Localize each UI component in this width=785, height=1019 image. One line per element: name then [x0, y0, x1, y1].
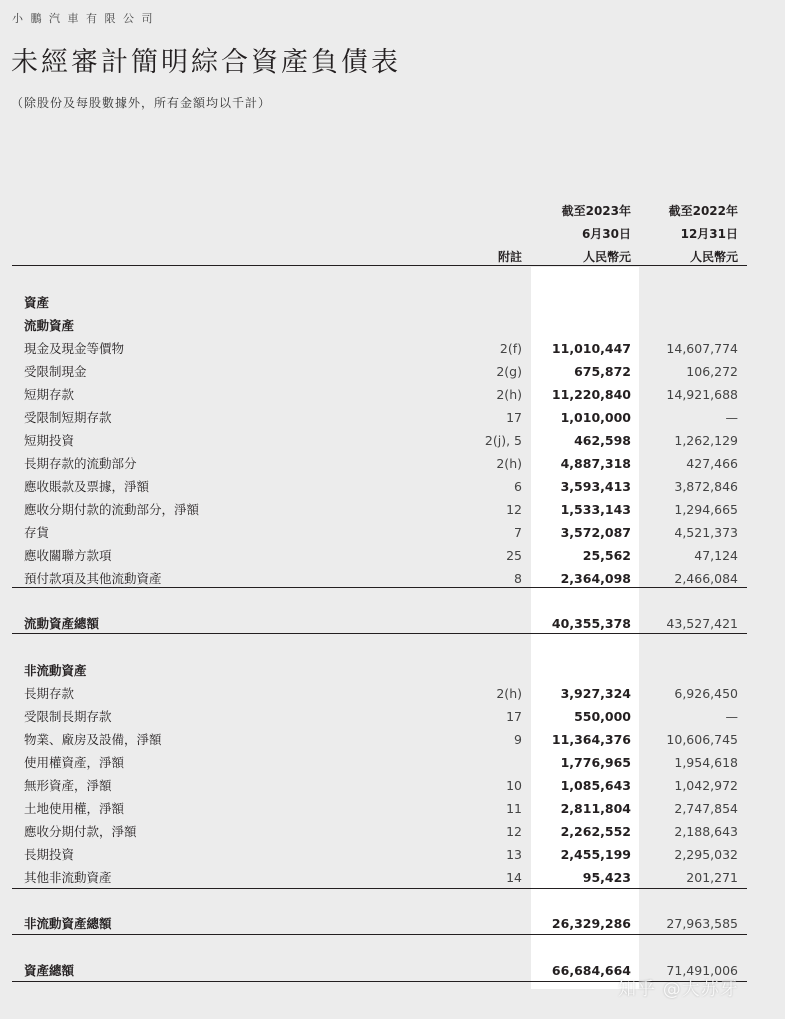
total-current-assets-rule [12, 633, 747, 634]
row-prior-value: 14,921,688 [666, 387, 738, 402]
table-row [0, 338, 785, 360]
row-note: 25 [506, 548, 522, 563]
row-current-value: 3,572,087 [560, 525, 631, 540]
row-note: 2(h) [496, 686, 522, 701]
row-current-value: 1,776,965 [560, 755, 631, 770]
row-prior-value: 427,466 [686, 456, 738, 471]
row-label: 存貨 [24, 525, 50, 540]
row-note: 2(j), 5 [484, 433, 522, 448]
row-current-value: 2,364,098 [560, 571, 631, 586]
row-prior-value: 3,872,846 [674, 479, 738, 494]
row-prior-value: 14,607,774 [666, 341, 738, 356]
row-label: 預付款項及其他流動資產 [24, 571, 162, 586]
current-period-header-date: 6月30日 [581, 227, 631, 241]
table-row [0, 798, 785, 820]
section-heading-current-assets: 流動資產 [24, 318, 75, 333]
row-label: 長期存款 [24, 686, 75, 701]
row-prior-value: 47,124 [694, 548, 738, 563]
row-note: 8 [514, 571, 522, 586]
row-prior-value: 2,747,854 [674, 801, 738, 816]
row-prior-value: 106,272 [686, 364, 738, 379]
row-label: 短期存款 [24, 387, 75, 402]
table-row [0, 821, 785, 843]
table-row [0, 430, 785, 452]
row-note: 14 [506, 870, 522, 885]
row-current-value: 11,010,447 [551, 341, 631, 356]
row-note: 2(g) [496, 364, 522, 379]
row-prior-value: 10,606,745 [666, 732, 738, 747]
row-prior-value: — [725, 709, 738, 724]
row-current-value: 11,220,840 [551, 387, 631, 402]
row-label: 物業、廠房及設備，淨額 [24, 732, 162, 747]
table-row [0, 844, 785, 866]
row-current-value: 1,533,143 [560, 502, 631, 517]
row-label: 應收關聯方款項 [24, 548, 112, 563]
prior-period-header-year: 截至2022年 [668, 204, 738, 218]
header-rule [12, 265, 747, 266]
row-prior-value: 1,294,665 [674, 502, 738, 517]
section-heading-assets: 資產 [24, 295, 50, 310]
row-label: 短期投資 [24, 433, 75, 448]
row-current-value: 2,811,804 [560, 801, 631, 816]
total-assets-label: 資產總額 [24, 963, 75, 978]
row-prior-value: 1,262,129 [674, 433, 738, 448]
non-current-assets-subtotal-rule [12, 888, 747, 889]
row-note: 17 [506, 410, 522, 425]
row-current-value: 1,010,000 [560, 410, 631, 425]
row-prior-value: 2,295,032 [674, 847, 738, 862]
table-row [0, 545, 785, 567]
total-non-current-assets-label: 非流動資產總額 [24, 916, 112, 931]
total-current-assets-row [0, 613, 785, 635]
prior-period-header-unit: 人民幣元 [689, 250, 738, 264]
total-non-current-assets-row [0, 913, 785, 935]
page-title: 未經審計簡明綜合資產負債表 [11, 47, 401, 78]
table-row [0, 706, 785, 728]
row-note: 6 [514, 479, 522, 494]
row-current-value: 2,455,199 [560, 847, 631, 862]
table-row [0, 522, 785, 544]
total-assets-prior: 71,491,006 [666, 963, 738, 978]
row-current-value: 25,562 [582, 548, 631, 563]
table-row [0, 361, 785, 383]
row-prior-value: 6,926,450 [674, 686, 738, 701]
prior-period-header-date: 12月31日 [680, 227, 738, 241]
table-row [0, 683, 785, 705]
row-current-value: 11,364,376 [551, 732, 631, 747]
row-current-value: 675,872 [574, 364, 631, 379]
total-current-assets-current: 40,355,378 [551, 616, 631, 631]
table-row [0, 775, 785, 797]
row-current-value: 3,593,413 [560, 479, 631, 494]
row-prior-value: 1,954,618 [674, 755, 738, 770]
row-prior-value: 4,521,373 [674, 525, 738, 540]
current-period-header-unit: 人民幣元 [582, 250, 631, 264]
table-row [0, 384, 785, 406]
company-name: 小 鵬 汽 車 有 限 公 司 [12, 12, 155, 25]
row-label: 使用權資產，淨額 [24, 755, 125, 770]
row-note: 9 [514, 732, 522, 747]
table-row [0, 752, 785, 774]
row-note: 2(h) [496, 387, 522, 402]
total-non-current-assets-current: 26,329,286 [551, 916, 631, 931]
note-column-header: 附註 [497, 250, 522, 264]
row-current-value: 4,887,318 [560, 456, 631, 471]
table-row [0, 499, 785, 521]
row-label: 土地使用權，淨額 [24, 801, 125, 816]
table-row [0, 407, 785, 429]
table-row [0, 476, 785, 498]
row-prior-value: — [725, 410, 738, 425]
total-non-current-assets-rule [12, 934, 747, 935]
row-note: 2(h) [496, 456, 522, 471]
row-label: 受限制長期存款 [24, 709, 112, 724]
row-note: 10 [506, 778, 522, 793]
total-non-current-assets-prior: 27,963,585 [666, 916, 738, 931]
row-current-value: 95,423 [582, 870, 631, 885]
row-current-value: 462,598 [574, 433, 631, 448]
table-row [0, 867, 785, 889]
row-label: 應收分期付款，淨額 [24, 824, 137, 839]
total-current-assets-prior: 43,527,421 [666, 616, 738, 631]
watermark: 知乎 @大苏牙 [618, 979, 739, 1000]
row-current-value: 550,000 [574, 709, 631, 724]
current-assets-subtotal-rule [12, 587, 747, 588]
row-prior-value: 2,466,084 [674, 571, 738, 586]
row-note: 12 [506, 824, 522, 839]
current-period-header-year: 截至2023年 [561, 204, 631, 218]
row-note: 7 [514, 525, 522, 540]
row-note: 11 [506, 801, 522, 816]
row-label: 應收賬款及票據，淨額 [24, 479, 150, 494]
row-label: 現金及現金等價物 [24, 341, 125, 356]
row-current-value: 2,262,552 [560, 824, 631, 839]
row-current-value: 3,927,324 [560, 686, 631, 701]
row-label: 受限制現金 [24, 364, 87, 379]
row-label: 長期投資 [24, 847, 75, 862]
row-note: 17 [506, 709, 522, 724]
row-note: 12 [506, 502, 522, 517]
row-prior-value: 201,271 [686, 870, 738, 885]
section-heading-non-current-assets: 非流動資產 [24, 663, 87, 678]
row-label: 受限制短期存款 [24, 410, 112, 425]
row-note: 2(f) [499, 341, 522, 356]
total-assets-current: 66,684,664 [551, 963, 631, 978]
row-prior-value: 2,188,643 [674, 824, 738, 839]
table-row [0, 729, 785, 751]
row-current-value: 1,085,643 [560, 778, 631, 793]
row-label: 長期存款的流動部分 [24, 456, 137, 471]
row-label: 應收分期付款的流動部分，淨額 [24, 502, 200, 517]
row-label: 其他非流動資產 [24, 870, 112, 885]
table-row [0, 453, 785, 475]
page-subtitle: （除股份及每股數據外，所有金額均以千計） [11, 96, 272, 110]
row-label: 無形資產，淨額 [24, 778, 112, 793]
row-note: 13 [506, 847, 522, 862]
total-current-assets-label: 流動資產總額 [24, 616, 100, 631]
row-prior-value: 1,042,972 [674, 778, 738, 793]
